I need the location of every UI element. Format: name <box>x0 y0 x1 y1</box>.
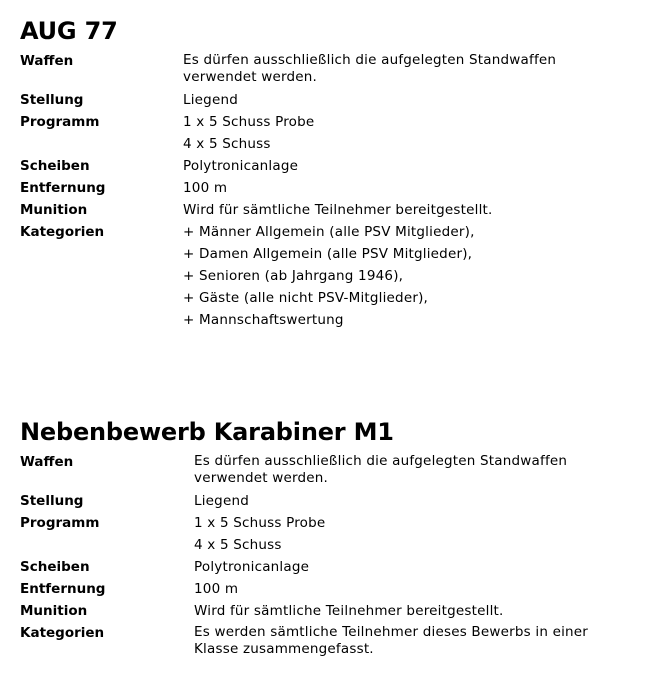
row-programm <box>20 111 650 155</box>
value-line: Es dürfen ausschließlich die aufgelegten Standwaffen <box>183 52 557 68</box>
value-line: 4 x 5 Schuss <box>194 537 282 553</box>
row-value <box>183 155 298 177</box>
row-label: Waffen <box>20 53 74 69</box>
value-line: Liegend <box>194 493 249 509</box>
value-line: 4 x 5 Schuss <box>183 136 271 152</box>
row-value <box>194 490 249 512</box>
row-value <box>183 199 493 221</box>
value-line: + Gäste (alle nicht PSV-Mitglieder), <box>183 290 429 306</box>
section-title: Nebenbewerb Karabiner M1 <box>20 418 394 446</box>
row-value <box>194 578 238 600</box>
value-line: 100 m <box>194 581 239 597</box>
row-munition <box>20 600 650 622</box>
row-entfernung <box>20 177 650 199</box>
section-nebenbewerb-karabiner-m1 <box>20 417 650 661</box>
row-label: Stellung <box>20 493 84 509</box>
value-line: + Mannschaftswertung <box>183 312 344 328</box>
value-line: Polytronicanlage <box>194 559 310 575</box>
section-aug-77 <box>20 16 650 331</box>
row-value <box>194 512 325 556</box>
section-title: AUG 77 <box>20 17 118 45</box>
value-line: Polytronicanlage <box>183 158 299 174</box>
value-line: + Damen Allgemein (alle PSV Mitglieder), <box>183 246 473 262</box>
row-scheiben <box>20 155 650 177</box>
row-value <box>183 177 227 199</box>
row-label: Stellung <box>20 92 84 108</box>
row-value <box>194 600 504 622</box>
row-value <box>194 622 588 661</box>
row-label: Programm <box>20 114 100 130</box>
row-waffen <box>20 451 650 490</box>
row-kategorien <box>20 622 650 661</box>
row-value <box>183 50 556 89</box>
value-line: 1 x 5 Schuss Probe <box>194 515 326 531</box>
value-line: 1 x 5 Schuss Probe <box>183 114 315 130</box>
row-stellung <box>20 89 650 111</box>
value-line: Klasse zusammengefasst. <box>194 641 374 657</box>
value-line: + Senioren (ab Jahrgang 1946), <box>183 268 404 284</box>
row-value <box>183 89 238 111</box>
row-stellung <box>20 490 650 512</box>
row-label: Munition <box>20 202 88 218</box>
row-programm <box>20 512 650 556</box>
value-line: verwendet werden. <box>183 69 317 85</box>
value-line: verwendet werden. <box>194 470 328 486</box>
value-line: Wird für sämtliche Teilnehmer bereitgestellt. <box>183 202 493 218</box>
row-label: Entfernung <box>20 581 106 597</box>
row-value <box>194 451 567 490</box>
value-line: + Männer Allgemein (alle PSV Mitglieder), <box>183 224 475 240</box>
row-value <box>183 111 314 155</box>
row-kategorien <box>20 221 650 331</box>
row-label: Entfernung <box>20 180 106 196</box>
row-waffen <box>20 50 650 89</box>
row-munition <box>20 199 650 221</box>
row-label: Kategorien <box>20 224 105 240</box>
value-line: Wird für sämtliche Teilnehmer bereitgestellt. <box>194 603 504 619</box>
row-label: Waffen <box>20 454 74 470</box>
row-label: Scheiben <box>20 559 90 575</box>
row-label: Kategorien <box>20 625 105 641</box>
value-line: Es werden sämtliche Teilnehmer dieses Bewerbs in einer <box>194 624 589 640</box>
row-value <box>194 556 309 578</box>
row-label: Programm <box>20 515 100 531</box>
row-value <box>183 221 475 331</box>
value-line: Es dürfen ausschließlich die aufgelegten Standwaffen <box>194 453 568 469</box>
row-entfernung <box>20 578 650 600</box>
row-label: Munition <box>20 603 88 619</box>
row-label: Scheiben <box>20 158 90 174</box>
value-line: 100 m <box>183 180 228 196</box>
row-scheiben <box>20 556 650 578</box>
value-line: Liegend <box>183 92 238 108</box>
